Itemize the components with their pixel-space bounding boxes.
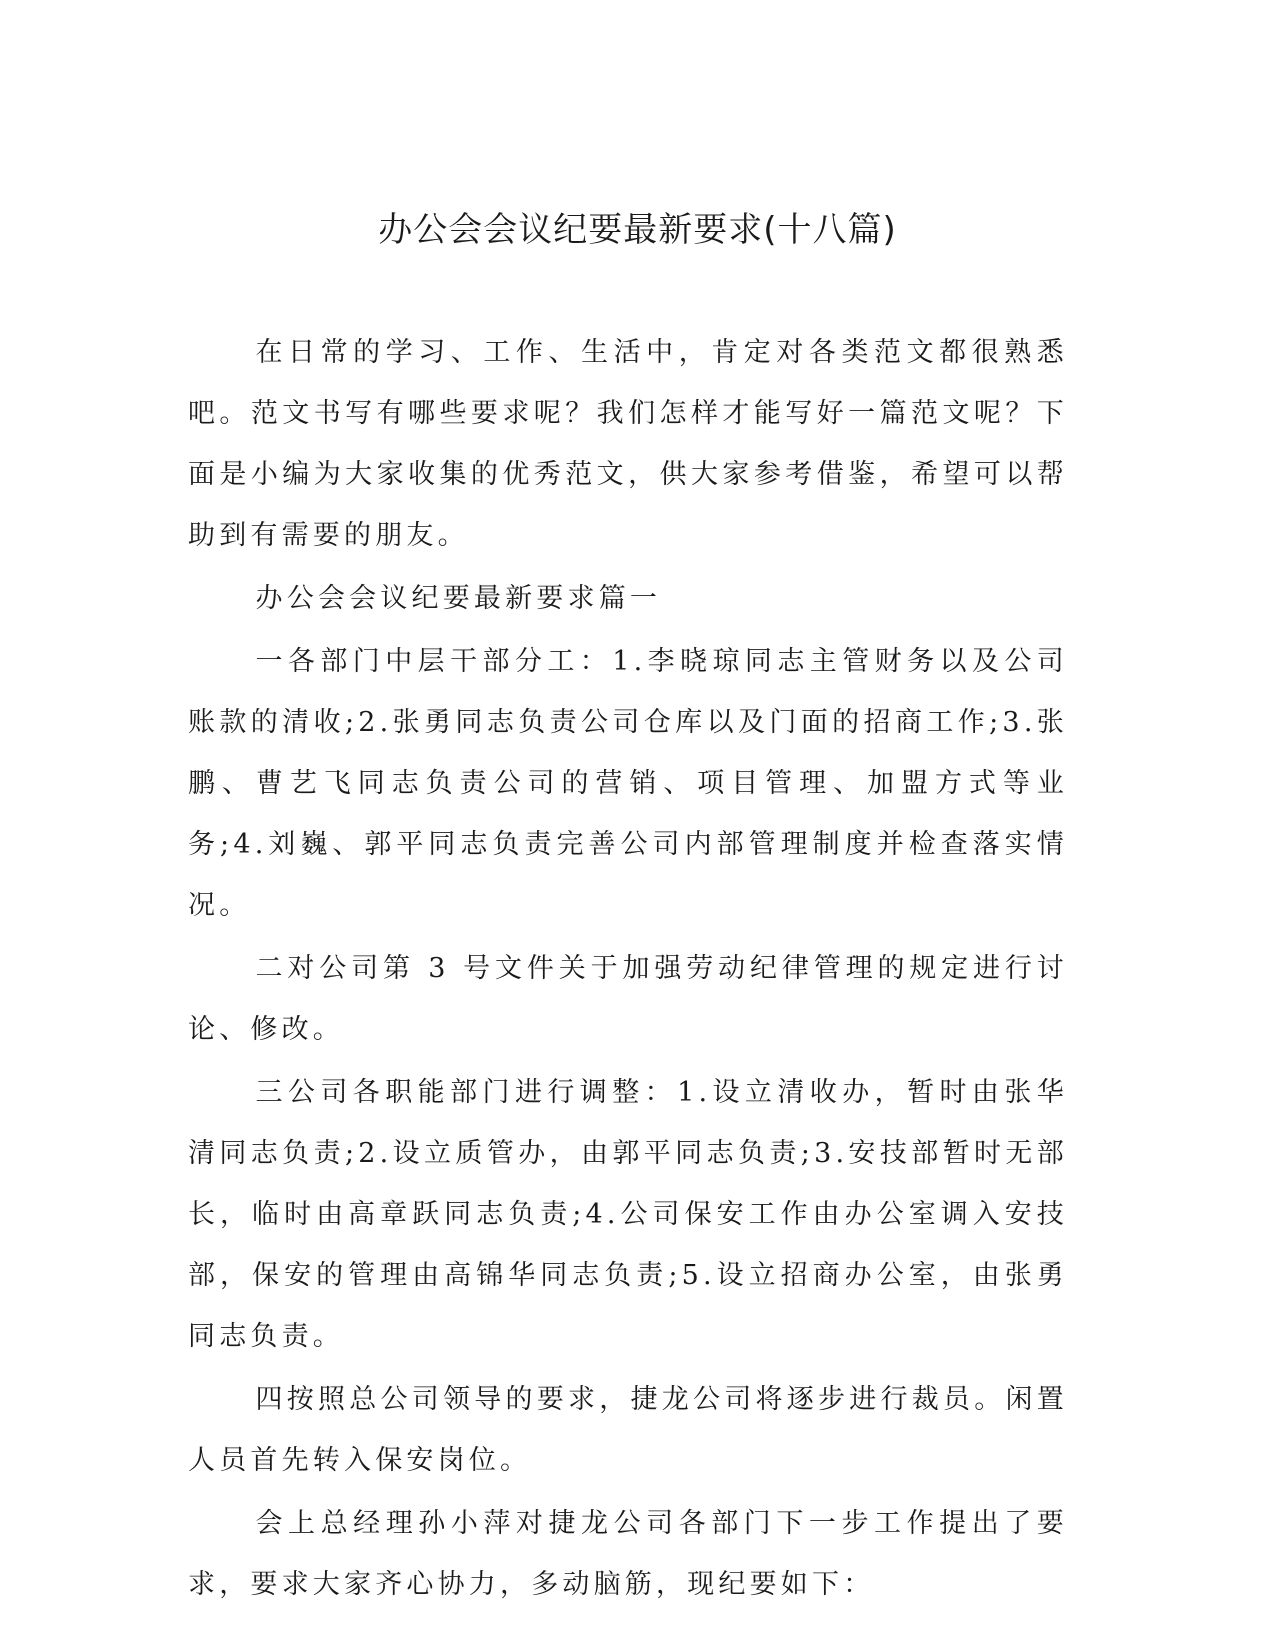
item-one-paragraph: 一各部门中层干部分工：1.李晓琼同志主管财务以及公司账款的清收;2.张勇同志负责公司仓库以及门面的招商工作;3.张鹏、曹艺飞同志负责公司的营销、项目管理、加盟方式等业务;4.刘巍、郭平同志负责完善公司内部管理制度并检查落实情况。 [188, 646, 1068, 921]
document-body [188, 322, 1068, 1617]
item-three-paragraph: 三公司各职能部门进行调整：1.设立清收办，暂时由张华清同志负责;2.设立质管办，由郭平同志负责;3.安技部暂时无部长，临时由高章跃同志负责;4.公司保安工作由办公室调入安技部，保安的管理由高锦华同志负责;5.设立招商办公室，由张勇同志负责。 [188, 1077, 1068, 1352]
item-four-paragraph: 四按照总公司领导的要求，捷龙公司将逐步进行裁员。闲置人员首先转入保安岗位。 [188, 1384, 1068, 1476]
item-two-paragraph: 二对公司第 3 号文件关于加强劳动纪律管理的规定进行讨论、修改。 [188, 953, 1068, 1045]
document-title: 办公会会议纪要最新要求(十八篇) [378, 210, 897, 250]
section-heading: 办公会会议纪要最新要求篇一 [255, 583, 662, 614]
closing-paragraph: 会上总经理孙小萍对捷龙公司各部门下一步工作提出了要求，要求大家齐心协力，多动脑筋，现纪要如下： [188, 1508, 1068, 1600]
intro-paragraph: 在日常的学习、工作、生活中，肯定对各类范文都很熟悉吧。范文书写有哪些要求呢？我们怎样才能写好一篇范文呢？下面是小编为大家收集的优秀范文，供大家参考借鉴，希望可以帮助到有需要的朋友。 [188, 337, 1068, 551]
